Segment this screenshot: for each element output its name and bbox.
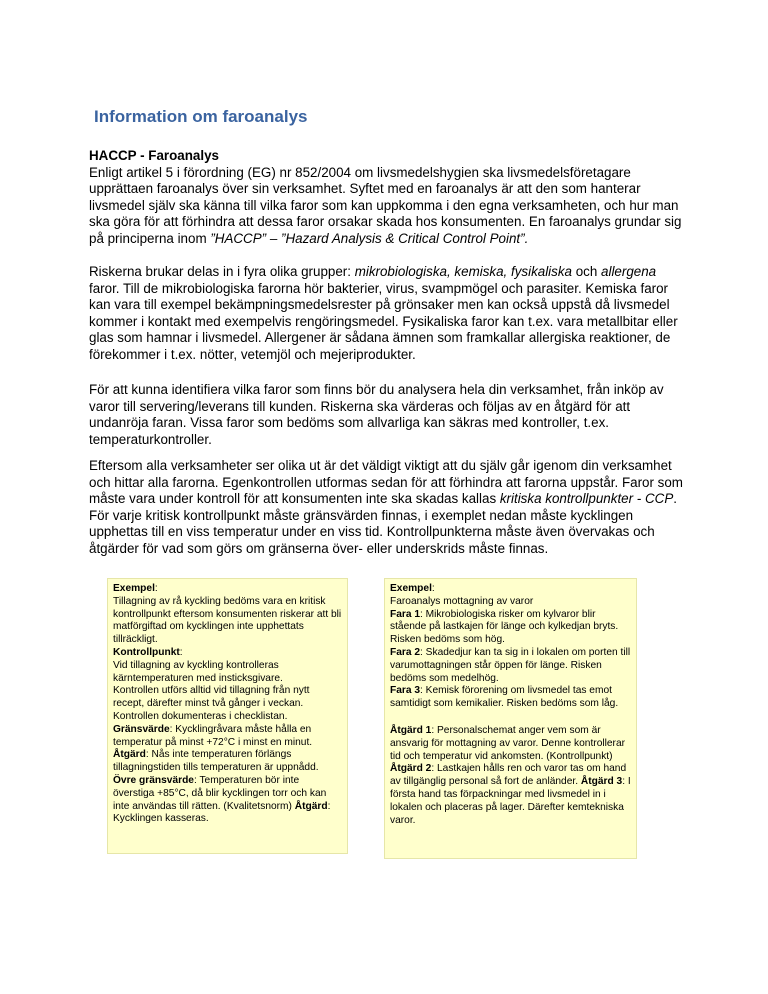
risks-text-2: och [572,264,602,279]
left-example-colon: : [154,583,158,594]
right-example-heading: Exempel [390,583,432,594]
right-fara3-text: : Kemisk förorening om livsmedel tas emot samtidigt som kemikalier. Risken bedöms som låg. [390,685,619,710]
intro-section [89,148,689,248]
intro-italic: ”HACCP” – ”Hazard Analysis & Critical Control Point”. [210,230,529,246]
intro-text: Enligt artikel 5 i förordning (EG) nr 852/2004 om livsmedelshygien ska livsmedelsföretagare upprättaen faroanalys över sin verksamhet. Syftet med en faroanalys är att den som hanterar livsmedel själv ska känna till vilka faror som kan uppkomma i den egna verksamheten, och hur man ska göra för att förhindra att dessa faror orsakar skada hos konsumenten. En faroanalys grundar sig på principerna inom [89,164,682,246]
right-action3-heading: Åtgärd 3 [580,776,623,788]
right-action1-text: : Personalschemat anger vem som är ansvarig för mottagning av varor. Denne kontrollerar tid och temperatur vid ankomsten. (Kontrollpunkt) [390,724,625,762]
left-action1-heading: Åtgärd [113,749,146,761]
identify-text: För att kunna identifiera vilka faror som finns bör du analysera hela din verksamhet, från inköp av varor till servering/leverans till kunden. Riskerna ska värderas och följas av en åtgärd för att undanröja faran. Vissa faror som bedöms som allvarliga kan säkras med kontroller, t.ex. temperaturkontroller. [89,382,664,447]
intro-heading: HACCP - Faroanalys [89,148,219,163]
ccp-text-1: Eftersom alla verksamheter ser olika ut är det väldigt viktigt att du själv går igenom din verksamhet och hittar alla farorna. Egenkontrollen utformas sedan för att förhindra att farorna uppstår. Faror som måste vara under kontroll för att konsumenten inte ska skadas kallas [89,458,683,507]
example-box-left [107,578,348,854]
right-action1-heading: Åtgärd 1 [390,724,432,736]
right-action2-text: : Lastkajen hålls ren och varor tas om hand av tillgänglig personal så fort de anländer. [390,763,627,788]
page-title: Information om faroanalys [94,107,308,126]
identify-paragraph [89,382,689,448]
risks-italic-1: mikrobiologiska, kemiska, fysikaliska [354,264,572,279]
risks-italic-2: allergena [601,264,657,279]
risks-text-3: faror. Till de mikrobiologiska farorna hör bakterier, virus, svampmögel och parasiter. Kemiska faror kan vara till exempel bekämpningsmedelsrester på grönsaker men kan också uppstå då livsmedel kommer i kontakt med exempelvis rengöringsmedel. Fysikaliska faror kan t.ex. vara metallbitar eller glas som hamnar i livsmedel. Allergener är sådana ämnen som framkallar allergiska reaktioner, de förekommer i t.ex. nötter, vetemjöl och mejeriprodukter. [89,280,678,362]
risks-text-1: Riskerna brukar delas in i fyra olika grupper: [89,264,355,279]
ccp-italic: kritiska kontrollpunkter - CCP [499,491,674,507]
ccp-paragraph [89,458,689,558]
right-fara2-text: : Skadedjur kan ta sig in i lokalen om porten till varumottagningen står öppen för länge. Risken bedöms som medelhög. [390,646,631,684]
left-ccp-text: Vid tillagning av kyckling kontrolleras kärntemperaturen med insticksgivare. [113,659,283,684]
right-action2-heading: Åtgärd 2 [390,763,432,775]
right-fara1-text: : Mikrobiologiska risker om kylvaror blir stående på lastkajen för länge och kylkedjan bryts. Risken bedöms som hög. [390,608,619,646]
right-fara2-heading: Fara 2 [390,646,421,658]
left-ccp-heading: Kontrollpunkt [113,646,180,658]
left-limit-text: : Kycklingråvara måste hålla en temperatur på minst +72°C i minst en minut. [113,723,313,748]
example-box-right [384,578,637,859]
intro-paragraph [89,165,689,248]
left-action2-text: : Kycklingen kasseras. [113,800,331,825]
left-limit-heading: Gränsvärde [113,723,170,735]
ccp-text-2: . För varje kritisk kontrollpunkt måste gränsvärden finnas, i exemplet nedan måste kycklingen upphettas till en viss temperatur under en viss tid. Kontrollpunkterna måste även övervakas och åtgärder för vad som görs om gränserna över- eller underskrids måste finnas. [89,491,677,556]
left-action1-text: : Nås inte temperaturen förlängs tillagningstiden tills temperaturen är uppnådd. [113,749,319,774]
right-fara1-heading: Fara 1 [390,608,421,620]
left-ccp-colon: : [179,646,183,658]
left-example-heading: Exempel [113,583,155,594]
right-example-colon: : [431,583,435,594]
right-example-text: Faroanalys mottagning av varor [390,595,534,607]
right-fara3-heading: Fara 3 [390,685,421,697]
left-upper-text: : Temperaturen bör inte överstiga +85°C, då blir kycklingen torr och kan inte användas till rätten. (Kvalitetsnorm) [113,774,327,812]
left-example-text: Tillagning av rå kyckling bedöms vara en kritisk kontrollpunkt eftersom konsumenten riskerar att bli matförgiftad om kycklingen inte upphettats tillräckligt. [113,595,342,646]
risks-paragraph [89,264,689,364]
left-action2-heading: Åtgärd [294,800,328,812]
left-control-text: Kontrollen utförs alltid vid tillagning från nytt recept, därefter minst två gånger i veckan. Kontrollen dokumenteras i checklistan. [113,685,310,722]
box-spacer [390,711,631,725]
left-upper-heading: Övre gränsvärde [113,774,194,786]
right-action3-text: : I första hand tas förpackningar med livsmedel in i lokalen och placeras på lager. Därefter kemtekniska varor. [390,776,631,826]
